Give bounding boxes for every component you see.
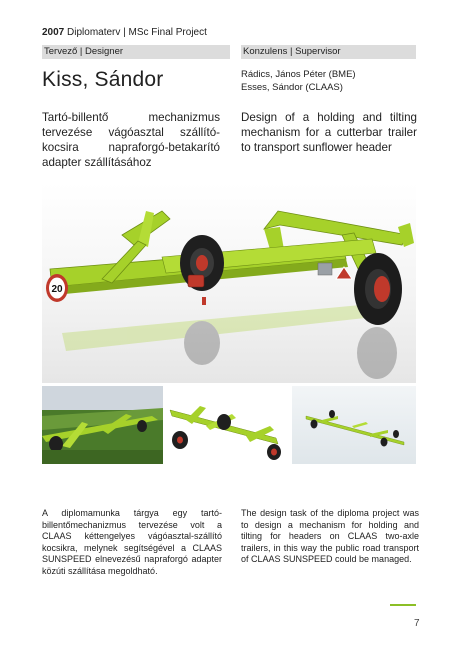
designer-label-bar: [42, 45, 230, 59]
author-name: Kiss, Sándor: [42, 68, 164, 91]
supervisor-list: [241, 68, 356, 94]
accent-divider: [390, 604, 416, 606]
supervisor-label-bar: [241, 45, 416, 59]
supervisor-label: Konzulens | Supervisor: [243, 46, 341, 57]
field-photo-thumbnail: [42, 386, 163, 464]
supervisor-1: Rádics, János Péter (BME): [241, 69, 356, 80]
description-english: The design task of the diploma project was to design a mechanism for holding and tilting for headers on CLAAS two-axle trailers, in this way the public road transport of CLAAS SUNSPEED could be managed.: [241, 508, 419, 565]
page-header: [42, 27, 207, 38]
title-hungarian: Tartó-billentő mechanizmus tervezése vágóasztal szállító-kocsira napraforgó-betakarító adapter szállításához: [42, 111, 220, 169]
description-hungarian: A diplomamunka tárgya egy tartó-billentőmechanizmus tervezése volt a CLAAS kéttengelyes vágóasztal-szállító kocsikra, melynek segítségével a CLAAS SUNSPEED elnevezésű napraforgó adapter közúti szállítása megoldható.: [42, 508, 222, 576]
header-year: 2007: [42, 27, 65, 38]
designer-label: Tervező | Designer: [44, 46, 124, 57]
page-number: 7: [414, 618, 420, 629]
trailer-render-image: [42, 183, 416, 383]
header-title: Diplomaterv | MSc Final Project: [64, 27, 207, 38]
speed-limit-sign-text: 20: [51, 284, 63, 295]
supervisor-2: Esses, Sándor (CLAAS): [241, 82, 343, 93]
title-english: Design of a holding and tilting mechanism for a cutterbar trailer to transport sunflower header: [241, 111, 417, 154]
trailer-side-render-thumbnail: [166, 386, 289, 464]
trailer-top-render-thumbnail: [292, 386, 416, 464]
